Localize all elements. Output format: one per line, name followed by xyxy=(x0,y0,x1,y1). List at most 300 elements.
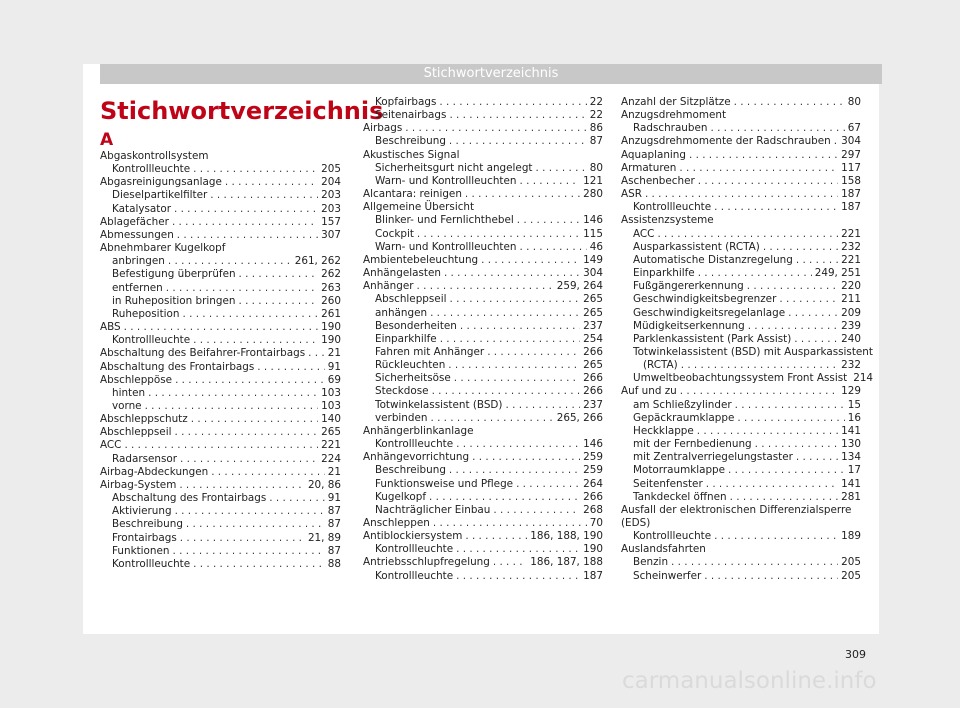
entry-term: Antiblockiersystem xyxy=(363,530,463,543)
entry-term: Katalysator xyxy=(112,202,171,215)
dot-leader xyxy=(430,412,553,425)
entry-page[interactable]: 15 xyxy=(847,398,861,411)
index-entry xyxy=(363,109,603,122)
entry-page[interactable]: 130 xyxy=(841,438,861,451)
entry-term: entfernen xyxy=(112,281,163,294)
entry-page[interactable]: 266 xyxy=(583,490,603,503)
entry-page[interactable]: 187 xyxy=(583,569,603,582)
entry-page[interactable]: 239 xyxy=(841,319,861,332)
index-entry xyxy=(100,203,341,216)
entry-term: Totwinkelassistent (BSD) xyxy=(375,398,503,411)
entry-page[interactable]: 264 xyxy=(583,477,603,490)
index-entry xyxy=(363,570,603,583)
entry-term: Kontrollleuchte xyxy=(112,334,191,347)
entry-page[interactable]: 141 xyxy=(841,477,861,490)
dot-leader xyxy=(456,543,580,556)
entry-page[interactable]: 265 xyxy=(583,306,603,319)
dot-leader xyxy=(681,359,838,372)
entry-term: Umweltbeobachtungssystem Front Assist xyxy=(633,372,848,385)
entry-page[interactable]: 280 xyxy=(583,188,603,201)
index-entry: Auslandsfahrten xyxy=(621,543,706,556)
index-entry xyxy=(100,532,341,545)
dot-leader xyxy=(193,558,325,571)
entry-term: verbinden xyxy=(375,411,428,424)
entry-page[interactable]: 146 xyxy=(583,214,603,227)
entry-term: Anhänger xyxy=(363,280,414,293)
entry-page[interactable]: 189 xyxy=(841,530,861,543)
entry-term: Cockpit xyxy=(375,227,414,240)
entry-page[interactable]: 186, 187, 188 xyxy=(530,556,603,569)
entry-term: Ablagefächer xyxy=(100,215,169,228)
dot-leader xyxy=(481,254,580,267)
entry-page[interactable]: 91 xyxy=(327,492,341,505)
dot-leader xyxy=(645,188,838,201)
entry-term: Automatische Distanzregelung xyxy=(633,253,793,266)
index-entry xyxy=(100,295,341,308)
dot-leader xyxy=(698,267,812,280)
entry-page[interactable]: 261 xyxy=(321,307,341,320)
entry-page[interactable]: 16 xyxy=(847,411,861,424)
index-entry xyxy=(621,228,861,241)
index-entry xyxy=(363,372,603,385)
dot-leader xyxy=(679,162,838,175)
entry-list xyxy=(100,150,341,571)
dot-leader xyxy=(257,361,324,374)
dot-leader xyxy=(779,293,838,306)
entry-page[interactable]: 190 xyxy=(321,334,341,347)
entry-page[interactable]: 86 xyxy=(589,122,603,135)
dot-leader xyxy=(710,122,844,135)
entry-page[interactable]: 266 xyxy=(583,385,603,398)
index-entry xyxy=(100,413,341,426)
index-entry xyxy=(363,280,603,293)
entry-page[interactable]: 224 xyxy=(321,452,341,465)
entry-page[interactable]: 21 xyxy=(327,347,341,360)
index-entry xyxy=(363,188,603,201)
entry-page[interactable]: 146 xyxy=(583,438,603,451)
entry-term: Scheinwerfer xyxy=(633,569,702,582)
entry-page[interactable]: 140 xyxy=(321,413,341,426)
entry-page[interactable]: 190 xyxy=(321,321,341,334)
entry-term: vorne xyxy=(112,399,142,412)
entry-term: Abgasreinigungsanlage xyxy=(100,176,222,189)
dot-leader xyxy=(472,451,580,464)
entry-list xyxy=(621,96,874,583)
index-entry xyxy=(100,387,341,400)
index-entry xyxy=(100,479,341,492)
dot-leader xyxy=(225,176,318,189)
entry-page[interactable]: 254 xyxy=(583,332,603,345)
entry-term: Kontrollleuchte xyxy=(633,201,712,214)
entry-term: Gepäckraumklappe xyxy=(633,411,735,424)
dot-leader xyxy=(433,517,587,530)
entry-page[interactable]: 187 xyxy=(841,188,861,201)
entry-term: ABS xyxy=(100,321,121,334)
entry-term: anbringen xyxy=(112,255,165,268)
entry-page[interactable]: 304 xyxy=(841,135,861,148)
dot-leader xyxy=(748,320,838,333)
entry-page[interactable]: 221 xyxy=(841,253,861,266)
index-entry xyxy=(621,280,861,293)
index-entry xyxy=(100,347,341,360)
dot-leader xyxy=(697,425,838,438)
dot-leader xyxy=(210,189,318,202)
entry-page[interactable]: 21 xyxy=(327,465,341,478)
entry-term: anhängen xyxy=(375,306,428,319)
index-column-1 xyxy=(100,96,384,571)
entry-term: Warn- und Kontrollleuchten xyxy=(375,240,517,253)
dot-leader xyxy=(148,387,318,400)
dot-leader xyxy=(493,504,580,517)
index-entry xyxy=(621,122,861,135)
entry-page[interactable]: 134 xyxy=(841,451,861,464)
entry-term: ACC xyxy=(100,439,122,452)
entry-term: Airbag-System xyxy=(100,478,177,491)
index-entry xyxy=(621,135,861,148)
entry-page[interactable]: 103 xyxy=(321,399,341,412)
index-entry xyxy=(100,361,341,374)
index-entry xyxy=(621,201,861,214)
entry-page[interactable]: 240 xyxy=(841,332,861,345)
entry-page[interactable]: 22 xyxy=(589,96,603,108)
entry-page[interactable]: 80 xyxy=(589,161,603,174)
entry-page[interactable]: 87 xyxy=(327,544,341,557)
entry-page[interactable]: 263 xyxy=(321,281,341,294)
entry-page[interactable]: 211 xyxy=(841,293,861,306)
entry-page[interactable]: 190 xyxy=(583,543,603,556)
entry-page[interactable]: 22 xyxy=(589,109,603,122)
entry-term: am Schließzylinder xyxy=(633,398,732,411)
entry-page[interactable]: 214 xyxy=(853,372,874,385)
entry-page[interactable]: 187 xyxy=(841,201,861,214)
entry-page[interactable]: 265, 266 xyxy=(556,411,603,424)
entry-term: Kontrollleuchte xyxy=(112,557,191,570)
entry-term: hinten xyxy=(112,386,146,399)
dot-leader xyxy=(788,307,838,320)
entry-page[interactable]: 204 xyxy=(321,176,341,189)
dot-leader xyxy=(193,334,318,347)
entry-term: Aktivierung xyxy=(112,505,172,518)
index-entry xyxy=(363,162,603,175)
entry-page[interactable]: 141 xyxy=(841,424,861,437)
dot-leader xyxy=(186,518,325,531)
dot-leader xyxy=(747,280,838,293)
dot-leader xyxy=(517,214,580,227)
index-entry xyxy=(621,570,861,583)
entry-page[interactable]: 117 xyxy=(841,161,861,174)
index-entry xyxy=(100,176,341,189)
dot-leader xyxy=(763,241,838,254)
section-letter: A xyxy=(100,130,114,150)
entry-term: Motorraumklappe xyxy=(633,464,726,477)
entry-page[interactable]: 297 xyxy=(841,148,861,161)
dot-leader xyxy=(444,267,580,280)
index-entry xyxy=(363,214,603,227)
index-entry xyxy=(100,308,341,321)
dot-leader xyxy=(535,162,586,175)
entry-page[interactable]: 237 xyxy=(583,398,603,411)
index-entry xyxy=(621,188,861,201)
dot-leader xyxy=(487,346,580,359)
entry-term: Dieselpartikelfilter xyxy=(112,189,208,202)
entry-page[interactable]: 205 xyxy=(321,163,341,176)
index-entry xyxy=(363,478,603,491)
index-entry xyxy=(363,320,603,333)
dot-leader xyxy=(238,295,318,308)
dot-leader xyxy=(449,135,587,148)
index-entry xyxy=(621,359,861,372)
entry-term: Kontrollleuchte xyxy=(633,530,712,543)
entry-page[interactable]: 149 xyxy=(583,253,603,266)
entry-term: Ruheposition xyxy=(112,307,180,320)
dot-leader xyxy=(456,570,580,583)
index-entry xyxy=(621,399,861,412)
dot-leader xyxy=(175,374,325,387)
dot-leader xyxy=(166,282,318,295)
entry-term: Aschenbecher xyxy=(621,174,695,187)
entry-page[interactable]: 87 xyxy=(327,518,341,531)
entry-term: Fußgängererkennung xyxy=(633,280,744,293)
index-entry xyxy=(363,122,603,135)
entry-page[interactable]: 221 xyxy=(321,439,341,452)
dot-leader xyxy=(704,570,838,583)
index-entry xyxy=(100,505,341,518)
entry-page[interactable]: 80 xyxy=(847,96,861,108)
entry-page[interactable]: 87 xyxy=(589,135,603,148)
entry-page[interactable]: 46 xyxy=(589,240,603,253)
index-entry xyxy=(100,268,341,281)
page-title: Stichwortverzeichnis xyxy=(100,97,384,125)
entry-page[interactable]: 121 xyxy=(583,174,603,187)
index-entry xyxy=(363,307,603,320)
index-entry xyxy=(363,412,603,425)
entry-page[interactable]: 260 xyxy=(321,294,341,307)
index-entry: Abnehmbarer Kugelkopf xyxy=(100,242,226,255)
dot-leader xyxy=(174,203,318,216)
dot-leader xyxy=(449,464,580,477)
entry-term: Befestigung überprüfen xyxy=(112,268,236,281)
dot-leader xyxy=(737,412,844,425)
entry-page[interactable]: 88 xyxy=(327,557,341,570)
entry-term: Sicherheitsgurt nicht angelegt xyxy=(375,161,533,174)
entry-term: Geschwindigkeitsregelanlage xyxy=(633,306,786,319)
index-entry xyxy=(363,175,603,188)
index-entry xyxy=(100,229,341,242)
entry-list xyxy=(363,96,603,583)
entry-term: Kontrollleuchte xyxy=(375,438,454,451)
index-entry xyxy=(363,385,603,398)
entry-page[interactable]: 21, 89 xyxy=(307,531,341,544)
entry-page[interactable]: 281 xyxy=(841,490,861,503)
entry-term: Airbags xyxy=(363,122,403,135)
entry-page[interactable]: 307 xyxy=(321,228,341,241)
dot-leader xyxy=(456,438,580,451)
index-entry xyxy=(621,464,861,477)
index-entry xyxy=(363,451,603,464)
entry-page[interactable]: 209 xyxy=(841,306,861,319)
entry-page[interactable]: 158 xyxy=(841,174,861,187)
dot-leader xyxy=(193,163,318,176)
index-entry xyxy=(363,530,603,543)
entry-page[interactable]: 268 xyxy=(583,503,603,516)
entry-page[interactable]: 20, 86 xyxy=(307,478,341,491)
entry-page[interactable]: 205 xyxy=(841,556,861,569)
index-entry xyxy=(621,96,861,109)
index-entry xyxy=(363,464,603,477)
dot-leader xyxy=(689,149,838,162)
entry-page[interactable]: 220 xyxy=(841,280,861,293)
dot-leader xyxy=(734,96,845,109)
index-entry: Ausfall der elektronischen Differenzialsperre xyxy=(621,503,852,516)
dot-leader xyxy=(834,135,838,148)
entry-term: Ambientebeleuchtung xyxy=(363,253,479,266)
entry-page[interactable]: 249, 251 xyxy=(814,267,861,280)
index-entry: Anhängerblinkanlage xyxy=(363,424,474,437)
entry-term: Blinker- und Fernlichthebel xyxy=(375,214,514,227)
entry-term: Beschreibung xyxy=(375,135,446,148)
page-number: 309 xyxy=(845,648,866,661)
entry-page[interactable]: 259 xyxy=(583,451,603,464)
entry-page[interactable]: 265 xyxy=(583,359,603,372)
index-entry xyxy=(363,293,603,306)
entry-page[interactable]: 259 xyxy=(583,464,603,477)
entry-page[interactable]: 203 xyxy=(321,202,341,215)
entry-page[interactable]: 70 xyxy=(589,517,603,529)
dot-leader xyxy=(657,228,838,241)
dot-leader xyxy=(239,268,319,281)
index-entry xyxy=(100,282,341,295)
entry-term: Airbag-Abdeckungen xyxy=(100,465,209,478)
dot-leader xyxy=(493,556,527,569)
dot-leader xyxy=(180,453,318,466)
entry-term: Abschaltung des Frontairbags xyxy=(112,492,267,505)
index-entry xyxy=(363,491,603,504)
dot-leader xyxy=(432,385,581,398)
index-entry xyxy=(363,438,603,451)
index-entry xyxy=(621,320,861,333)
entry-page[interactable]: 129 xyxy=(841,385,861,398)
dot-leader xyxy=(516,478,580,491)
entry-term: Kopfairbags xyxy=(375,96,437,108)
index-entry xyxy=(363,228,603,241)
entry-page[interactable]: 261, 262 xyxy=(294,255,341,268)
index-entry xyxy=(621,333,861,346)
entry-term: Sicherheitsöse xyxy=(375,372,451,385)
entry-page[interactable]: 262 xyxy=(321,268,341,281)
entry-term: in Ruheposition bringen xyxy=(112,294,236,307)
entry-term: Abschleppöse xyxy=(100,373,173,386)
dot-leader xyxy=(714,201,838,214)
index-entry xyxy=(363,241,603,254)
entry-page[interactable]: 265 xyxy=(321,426,341,439)
entry-page[interactable]: 232 xyxy=(841,240,861,253)
index-entry xyxy=(621,307,861,320)
index-column-2 xyxy=(363,96,603,583)
entry-page[interactable]: 91 xyxy=(327,360,341,373)
entry-page[interactable]: 115 xyxy=(583,227,603,240)
index-entry xyxy=(621,451,861,464)
index-entry xyxy=(621,254,861,267)
watermark: carmanualsonline.info xyxy=(622,668,877,694)
index-entry xyxy=(363,96,603,109)
entry-term: Fahren mit Anhänger xyxy=(375,345,485,358)
entry-term: Seitenairbags xyxy=(375,109,447,122)
entry-page[interactable]: 259, 264 xyxy=(556,280,603,293)
entry-term: Anhängelasten xyxy=(363,267,441,280)
entry-page[interactable]: 205 xyxy=(841,569,861,582)
index-entry xyxy=(100,374,341,387)
entry-term: Kugelkopf xyxy=(375,490,427,503)
entry-term: Anzahl der Sitzplätze xyxy=(621,96,731,108)
entry-term: Parklenkassistent (Park Assist) xyxy=(633,332,792,345)
entry-term: Aquaplaning xyxy=(621,148,686,161)
entry-page[interactable]: 265 xyxy=(583,293,603,306)
index-entry xyxy=(621,149,861,162)
dot-leader xyxy=(269,492,324,505)
entry-term: Tankdeckel öffnen xyxy=(633,490,727,503)
entry-page[interactable]: 87 xyxy=(327,505,341,518)
index-entry: Akustisches Signal xyxy=(363,148,460,161)
entry-page[interactable]: 186, 188, 190 xyxy=(530,530,603,543)
index-entry xyxy=(100,426,341,439)
dot-leader xyxy=(182,308,318,321)
entry-page[interactable]: 304 xyxy=(583,267,603,280)
entry-page[interactable]: 266 xyxy=(583,345,603,358)
index-entry xyxy=(100,216,341,229)
dot-leader xyxy=(449,109,586,122)
dot-leader xyxy=(505,399,580,412)
entry-page[interactable]: 232 xyxy=(841,359,861,372)
entry-page[interactable]: 221 xyxy=(841,227,861,240)
entry-page[interactable]: 203 xyxy=(321,189,341,202)
index-entry xyxy=(363,333,603,346)
dot-leader xyxy=(735,399,845,412)
index-entry xyxy=(100,255,341,268)
entry-term: (RCTA) xyxy=(643,359,678,372)
entry-term: Radschrauben xyxy=(633,122,708,135)
index-entry xyxy=(621,241,861,254)
dot-leader xyxy=(145,400,319,413)
entry-term: Anschleppen xyxy=(363,517,430,529)
entry-term: Armaturen xyxy=(621,161,677,174)
index-entry: Allgemeine Übersicht xyxy=(363,201,475,214)
entry-page[interactable]: 237 xyxy=(583,319,603,332)
dot-leader xyxy=(698,175,838,188)
entry-page[interactable]: 266 xyxy=(583,372,603,385)
entry-term: Abschleppschutz xyxy=(100,413,188,426)
entry-term: Abschaltung des Frontairbags xyxy=(100,360,255,373)
dot-leader xyxy=(439,96,586,109)
entry-page[interactable]: 67 xyxy=(847,122,861,135)
dot-leader xyxy=(405,122,587,135)
entry-term: Auf und zu xyxy=(621,385,677,398)
dot-leader xyxy=(175,505,325,518)
entry-term: Benzin xyxy=(633,556,669,569)
entry-term: Müdigkeitserkennung xyxy=(633,319,745,332)
entry-page[interactable]: 69 xyxy=(327,373,341,386)
dot-leader xyxy=(671,556,838,569)
entry-page[interactable]: 17 xyxy=(847,464,861,477)
index-entry xyxy=(100,189,341,202)
entry-page[interactable]: 103 xyxy=(321,386,341,399)
entry-term: Funktionen xyxy=(112,544,170,557)
dot-leader xyxy=(730,491,839,504)
entry-page[interactable]: 157 xyxy=(321,215,341,228)
dot-leader xyxy=(465,530,527,543)
dot-leader xyxy=(796,254,838,267)
dot-leader xyxy=(124,321,319,334)
dot-leader xyxy=(417,280,554,293)
